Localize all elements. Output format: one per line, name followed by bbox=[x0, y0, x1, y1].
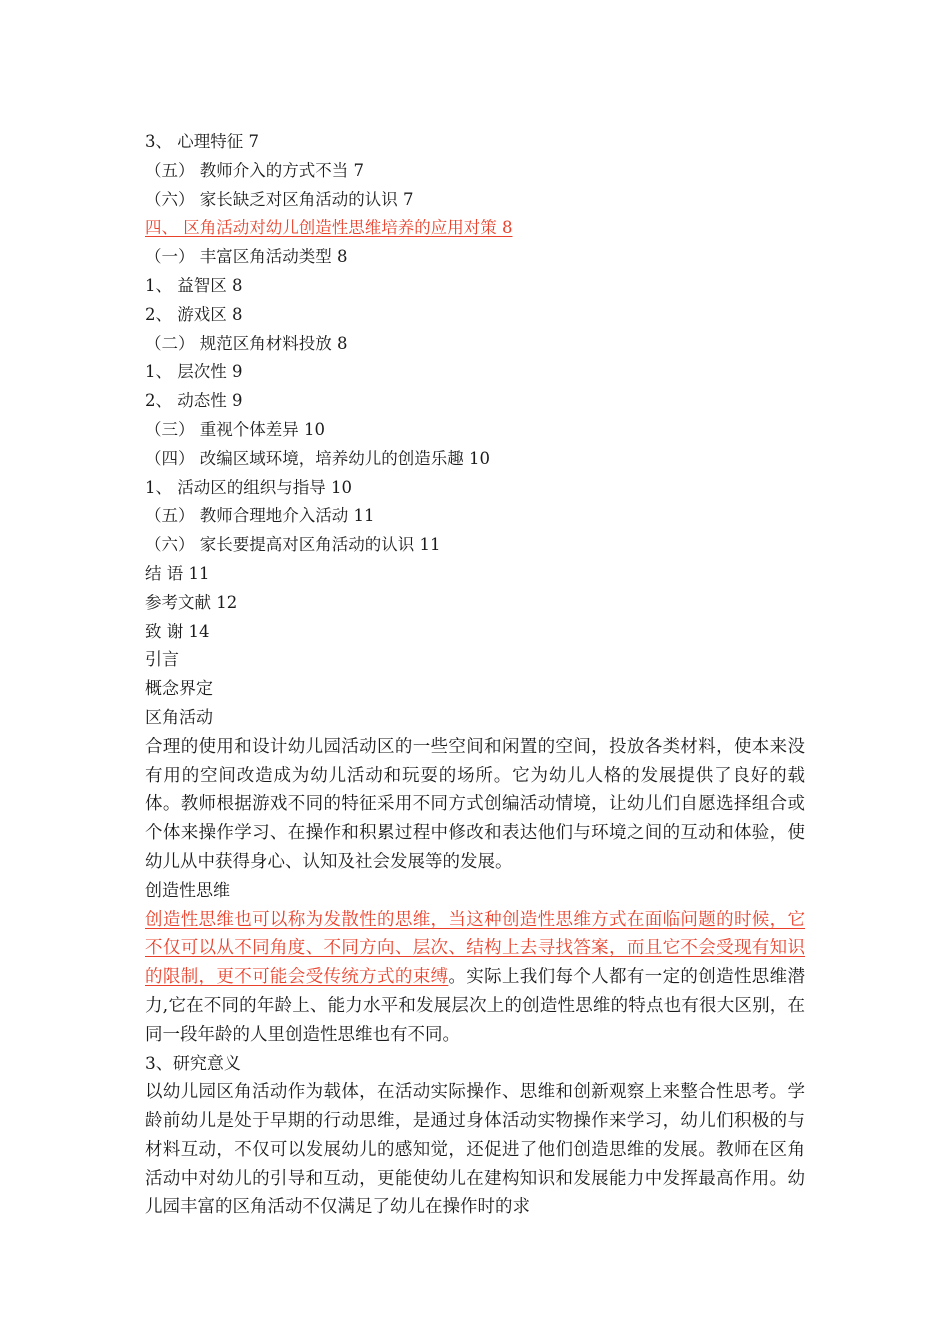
paragraph-corner-activity: 合理的使用和设计幼儿园活动区的一些空间和闲置的空间，投放各类材料，使本来没有用的空间改造成为幼儿活动和玩耍的场所。它为幼儿人格的发展提供了良好的载体。教师根据游戏不同的特征采用不同方式创编活动情境，让幼儿们自愿选择组合或个体来操作学习、在操作和积累过程中修改和表达他们与环境之间的互动和体验，使幼儿从中获得身心、认知及社会发展等的发展。 bbox=[145, 736, 805, 872]
paragraph-text: 。实际上我们每个人都有一定的创造性思维潜力,它在不同的年龄上、能力水平和发展层次上的创造性思维的特点也有很大区别，在同一段年龄的人里创造性思维也有不同。 bbox=[145, 967, 806, 1045]
toc-item: （二） 规范区角材料投放 8 bbox=[145, 333, 348, 353]
intro-heading: 引言 bbox=[145, 650, 179, 671]
toc-item: （五） 教师介入的方式不当 7 bbox=[145, 160, 364, 180]
concept-heading: 概念界定 bbox=[145, 679, 213, 700]
toc-item: 1、 益智区 8 bbox=[145, 275, 243, 295]
toc-item: 1、 活动区的组织与指导 10 bbox=[145, 477, 352, 497]
toc-item: （五） 教师合理地介入活动 11 bbox=[145, 506, 375, 526]
document-page bbox=[145, 128, 810, 1222]
toc-item: （六） 家长要提高对区角活动的认识 11 bbox=[145, 535, 441, 555]
section-heading-creative-thinking: 创造性思维 bbox=[145, 880, 230, 901]
toc-item: 2、 动态性 9 bbox=[145, 391, 243, 411]
toc-item: （六） 家长缺乏对区角活动的认识 7 bbox=[145, 189, 414, 209]
toc-item: （一） 丰富区角活动类型 8 bbox=[145, 247, 348, 267]
toc-item: 参考文献 12 bbox=[145, 592, 238, 612]
paragraph-creative-thinking bbox=[145, 906, 805, 1050]
toc-item: （四） 改编区域环境，培养幼儿的创造乐趣 10 bbox=[145, 448, 490, 468]
toc-item: 致 谢 14 bbox=[145, 621, 210, 641]
table-of-contents bbox=[145, 128, 810, 646]
section-heading-corner-activity: 区角活动 bbox=[145, 707, 213, 728]
toc-item: 1、 层次性 9 bbox=[145, 362, 243, 382]
toc-item: 3、 心理特征 7 bbox=[145, 132, 259, 151]
toc-item-highlighted: 四、 区角活动对幼儿创造性思维培养的应用对策 8 bbox=[145, 218, 513, 238]
section-heading-research-significance: 3、研究意义 bbox=[145, 1053, 241, 1074]
toc-item: 结 语 11 bbox=[145, 563, 210, 583]
highlighted-text: 创造性思维也可以称为发散性的思维，当这种创造性思维方式在面临问题的时候，它不仅可以从不同角度、不同方向、层次、结构上去寻找答案，而且它不会受现有知识的限制，更不可能会受传统方式的束缚 bbox=[145, 909, 805, 988]
toc-item: （三） 重视个体差异 10 bbox=[145, 419, 325, 439]
paragraph-research-significance: 以幼儿园区角活动作为载体，在活动实际操作、思维和创新观察上来整合性思考。学龄前幼儿是处于早期的行动思维，是通过身体活动实物操作来学习，幼儿们积极的与材料互动，不仅可以发展幼儿的感知觉，还促进了他们创造思维的发展。教师在区角活动中对幼儿的引导和互动，更能使幼儿在建构知识和发展能力中发挥最高作用。幼儿园丰富的区角活动不仅满足了幼儿在操作时的求 bbox=[145, 1082, 805, 1218]
toc-item: 2、 游戏区 8 bbox=[145, 304, 243, 324]
